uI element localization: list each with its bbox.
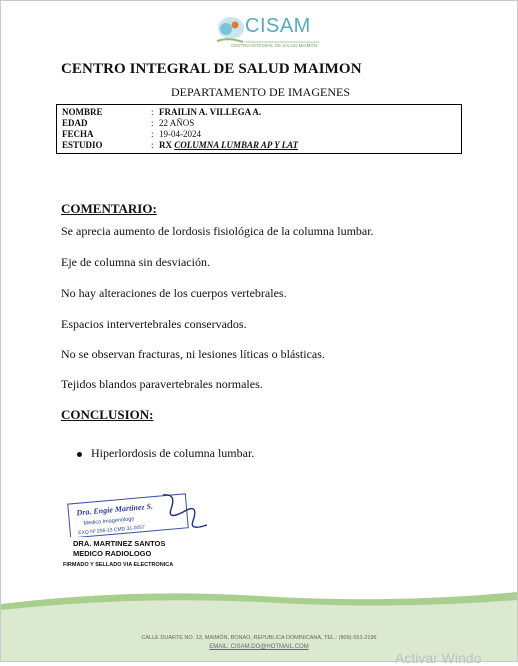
doctor-name: DRA. MARTINEZ SANTOS xyxy=(73,539,166,548)
date-value: 19-04-2024 xyxy=(159,129,201,139)
logo-tagline: CENTRO INTEGRAL DE SALUD MAIMON xyxy=(231,43,318,48)
name-value: FRAILIN A. VILLEGA A. xyxy=(159,107,262,117)
study-name: COLUMNA LUMBAR AP Y LAT xyxy=(174,140,299,150)
cisam-logo xyxy=(209,11,329,55)
stamp-name: Dra. Engie Martinez S. xyxy=(76,501,154,518)
study-value xyxy=(159,140,298,150)
comment-line: Espacios intervertebrales conservados. xyxy=(61,317,247,331)
comment-title: COMENTARIO: xyxy=(61,201,157,216)
age-colon: : xyxy=(151,118,154,128)
stamp-role: Medico Imagenólogo xyxy=(83,516,135,527)
age-label: EDAD xyxy=(62,118,88,128)
conclusion-item-text: Hiperlordosis de columna lumbar. xyxy=(91,446,255,460)
footer-address: CALLE DUARTE NO. 13, MAIMÓN, BONAO, REPUBLICA DOMINICANA, TEL.: (809)-551-2196 xyxy=(141,635,377,641)
study-label: ESTUDIO xyxy=(62,140,103,150)
conclusion-list xyxy=(77,446,254,461)
name-label: NOMBRE xyxy=(62,107,103,117)
footer-email-prefix: EMAIL: xyxy=(209,644,231,650)
patient-info-box xyxy=(56,104,462,154)
conclusion-title: CONCLUSION: xyxy=(61,407,154,422)
clinic-name: CENTRO INTEGRAL DE SALUD MAIMON xyxy=(61,61,362,77)
comment-line: Se aprecia aumento de lordosis fisiológica de la columna lumbar. xyxy=(61,224,374,238)
comment-line: No hay alteraciones de los cuerpos vertebrales. xyxy=(61,286,287,300)
date-colon: : xyxy=(151,129,154,139)
comment-line: No se observan fracturas, ni lesiones líticas o blásticas. xyxy=(61,347,325,361)
name-colon: : xyxy=(151,107,154,117)
stamp-exq: EXQ Nº 206-13 CMD 31-0057 xyxy=(78,524,146,537)
doctor-role: MEDICO RADIOLOGO xyxy=(73,549,152,558)
footer-email-link[interactable]: CISAM.DO@HOTMAIL.COM xyxy=(230,644,309,650)
bullet-icon xyxy=(77,452,82,457)
logo-wordmark: CISAM xyxy=(245,15,311,37)
comment-line: Tejidos blandos paravertebrales normales. xyxy=(61,377,263,391)
activation-watermark: Activar Windo xyxy=(395,650,482,666)
date-label: FECHA xyxy=(62,129,94,139)
department-title: DEPARTAMENTO DE IMAGENES xyxy=(171,85,350,99)
study-colon: : xyxy=(151,140,154,150)
conclusion-item xyxy=(77,446,254,461)
signed-note: FIRMADO Y SELLADO VIA ELECTRONICA xyxy=(63,562,174,568)
age-value: 22 AÑOS xyxy=(159,118,195,128)
study-prefix: RX xyxy=(159,140,175,150)
doctor-stamp-icon xyxy=(67,491,213,537)
comment-line: Eje de columna sin desviación. xyxy=(61,255,210,269)
